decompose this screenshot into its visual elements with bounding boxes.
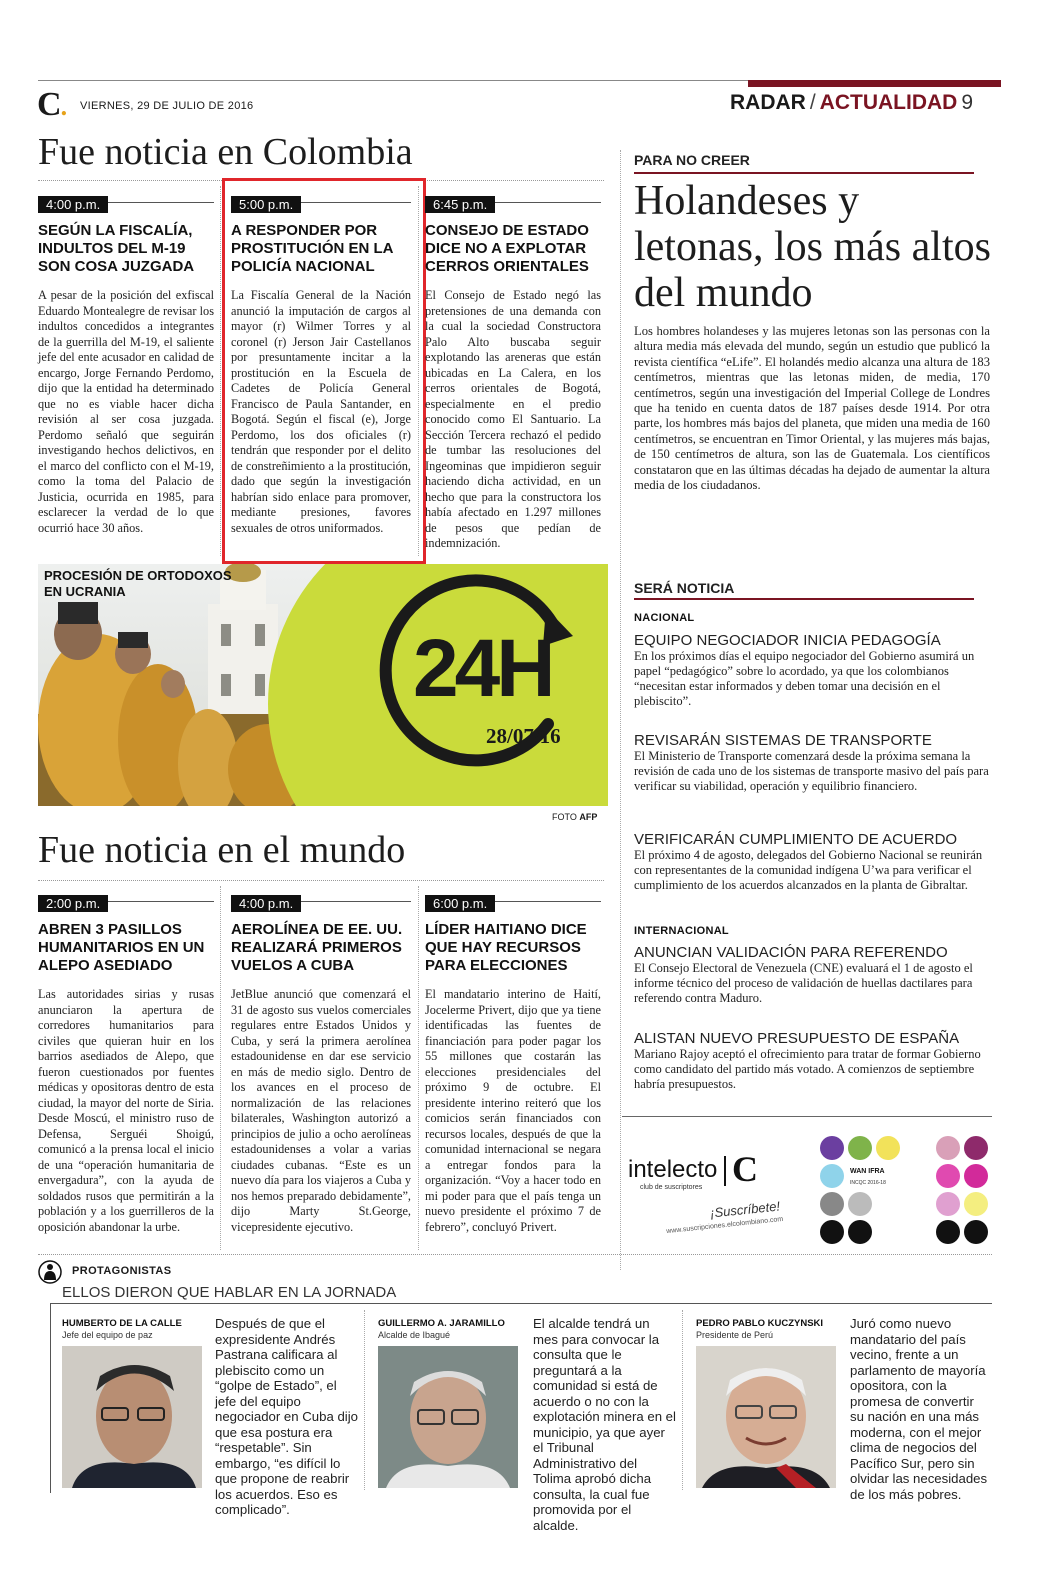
sera-noticia-item	[634, 944, 990, 1006]
column-divider	[418, 186, 419, 556]
news-headline: LÍDER HAITIANO DICE QUE HAY RECURSOS PARA ELECCIONES	[425, 921, 587, 974]
ad-sub: club de suscriptores	[640, 1184, 703, 1191]
ad-cta[interactable]: ¡Suscríbete!	[709, 1198, 781, 1221]
person-role: Jefe del equipo de paz	[62, 1330, 153, 1340]
person-photo-icon	[378, 1346, 518, 1488]
time-tag: 6:00 p.m.	[425, 895, 495, 912]
person-role: Presidente de Perú	[696, 1330, 774, 1340]
column-divider	[418, 886, 419, 1250]
item-body: En los próximos días el equipo negociador del Gobierno asumirá un papel “pedagógico” sobre lo acordado, ya que los colombianos “necesitan estar informados y deben tomar una decisión en el plebiscito”.	[634, 649, 975, 708]
person-photo-icon	[696, 1346, 836, 1488]
color-dots-graphic	[816, 1130, 992, 1254]
news-headline: CONSEJO DE ESTADO DICE NO A EXPLOTAR CERROS ORIENTALES	[425, 222, 589, 275]
item-body: El Ministerio de Transporte comenzará desde la próxima semana la revisión de cada uno de los sistemas de transporte masivo del país para verificar su viabilidad, operación y equilibrio financiero.	[634, 749, 989, 793]
procession-photo	[38, 564, 608, 806]
column-divider	[682, 1310, 683, 1490]
news-headline: ABREN 3 PASILLOS HUMANITARIOS EN UN ALEPO ASEDIADO	[38, 921, 205, 974]
protagonistas-kicker: PROTAGONISTAS	[72, 1265, 172, 1277]
person-photo-icon	[62, 1346, 202, 1488]
sera-noticia-item	[634, 1030, 990, 1092]
ad-url[interactable]: www.suscripciones.elcolombiano.com	[665, 1215, 784, 1236]
divider	[50, 1303, 992, 1304]
photo-caption: PROCESIÓN DE ORTODOXOS EN UCRANIA	[44, 568, 232, 599]
photo-credit: FOTO AFP	[552, 812, 598, 822]
time-tag: 5:00 p.m.	[231, 196, 301, 213]
news-body: El Consejo de Estado negó las pretensiones de una demanda con la cual la sociedad Constructora Palo Alto buscaba seguir explotando las areneras que están ubicadas en La Calera, en los cerros orientales de Bogotá, especialmente en el predio conocido como El Santuario. La Sección Tercera rechazó el pedido de tumbar las resoluciones del Ingeominas que impidieron seguir haciendo dicha actividad, en un hecho que para la constructora los había afectado en 1.297 millones de pesos que pedían de indemnización.	[425, 288, 601, 550]
news-item	[231, 893, 411, 1235]
sera-noticia-item	[634, 732, 990, 794]
news-body: La Fiscalía General de la Nación anunció la imputación de cargos al mayor (r) Wilmer Torres y al coronel (r) Jerson Jair Castellanos por presuntamente incitar a la prostitución en la Escuela de Cadetes de Policía General Francisco de Paula Santander, en Bogotá. Según el fiscal (e), Jorge Perdomo, los dos oficiales (r) tendrán que responder por el delito de constreñimiento a la prostitución, dado que según la investigación habrían sido enlace para promover, mediante presiones, favores sexuales de otros uniformados.	[231, 288, 411, 535]
person-quote: El alcalde tendrá un mes para convocar la consulta que le preguntará a la comunidad si está de acuerdo o no con la explotación minera en el municipio, ya que ayer el Tribunal Administrativo del Tolima aprobó dicha consulta, la cual fue promovida por el alcalde.	[533, 1316, 676, 1533]
colombia-section-title: Fue noticia en Colombia	[38, 131, 413, 173]
header-accent-bar	[748, 80, 1001, 87]
para-no-creer-body: Los hombres holandeses y las mujeres letonas son las personas con la altura media más elevada del mundo, según un estudio que publicó la revista científica “eLife”. El holandés medio alcanza una altura de 183 centímetros, mientras que las letonas miden, de media, 170 centímetros, según una investigación del Imperial College de Londres que ha tenido en cuenta datos de 187 países desde 1914. Por otra parte, los hombres más bajos del planeta, que miden una media de 160 centímetros, se encuentran en Timor Oriental, y las mujeres más bajas, de 150 centímetros de altura, son las de Guatemala. Los científicos constataron que en las últimas décadas ha dejado de aumentar la altura media de los ciudadanos.	[634, 324, 990, 493]
portrait-humberto-de-la-calle	[62, 1346, 202, 1488]
time-tag: 4:00 p.m.	[231, 895, 301, 912]
para-no-creer-title: Holandeses y letonas, los más altos del mundo	[634, 178, 991, 316]
news-item	[425, 893, 601, 1235]
item-headline: ANUNCIAN VALIDACIÓN PARA REFERENDO	[634, 944, 948, 961]
24h-badge-date: 28/07/16	[486, 724, 561, 748]
kicker-bar	[634, 598, 974, 600]
wan-ifra-sub: INCQC 2016-18	[850, 1180, 886, 1186]
sera-noticia-kicker: SERÁ NOTICIA	[634, 580, 735, 596]
24h-badge-text: 24H	[413, 623, 552, 714]
item-body: Mariano Rajoy aceptó el ofrecimiento para tratar de formar Gobierno como candidato del partido más votado. A comienzos de septiembre habría presupuestos.	[634, 1047, 981, 1091]
person-quote: Juró como nuevo mandatario del país vecino, frente a un parlamento de mayoría opositora, con la promesa de convertir su nación en una más moderna, con el mejor clima de negocios del Pacífico Sur, pero sin olvidar las necesidades de los más pobres.	[850, 1316, 988, 1502]
protagonistas-subtitle: ELLOS DIERON QUE HABLAR EN LA JORNADA	[62, 1284, 397, 1301]
column-divider	[220, 186, 221, 556]
news-headline: A RESPONDER POR PROSTITUCIÓN EN LA POLICÍA NACIONAL	[231, 222, 393, 275]
sera-noticia-item	[634, 831, 990, 893]
person-info-icon	[38, 1260, 62, 1284]
highlight-box	[222, 178, 426, 564]
ad-brand: intelecto	[628, 1156, 718, 1183]
divider	[38, 1254, 992, 1255]
sera-noticia-item	[634, 632, 990, 709]
news-item	[38, 893, 214, 1235]
section-header: RADAR / ACTUALIDAD 9	[730, 91, 974, 114]
para-no-creer-kicker: PARA NO CREER	[634, 152, 750, 168]
divider	[38, 880, 604, 881]
item-body: El Consejo Electoral de Venezuela (CNE) evaluará el 1 de agosto el informe técnico del proceso de validación de huellas dactilares para referendo contra Maduro.	[634, 961, 973, 1005]
ad-logo: C	[732, 1149, 758, 1189]
sera-noticia-group-nacional: NACIONAL	[634, 612, 695, 624]
issue-date: VIERNES, 29 DE JULIO DE 2016	[80, 100, 254, 112]
ad-separator	[724, 1156, 726, 1186]
person-quote: Después de que el expresidente Andrés Pastrana calificara al plebiscito como un “golpe de Estado”, el jefe del equipo negociador en Cuba dijo que esa postura era “respetable”. Sin embargo, “es difícil lo que propone de reabrir los acuerdos. Eso es complicado”.	[215, 1316, 358, 1517]
portrait-guillermo-jaramillo	[378, 1346, 518, 1488]
column-divider	[220, 886, 221, 1250]
item-body: El próximo 4 de agosto, delegados del Gobierno Nacional se reunirán con representantes de la comunidad indígena U’wa para verificar el cumplimiento de los acuerdos alcanzados en la planta de Gibraltar.	[634, 848, 983, 892]
person-name: PEDRO PABLO KUCZYNSKI	[696, 1318, 824, 1329]
time-tag: 6:45 p.m.	[425, 196, 495, 213]
person-name: GUILLERMO A. JARAMILLO	[378, 1318, 505, 1329]
time-tag: 4:00 p.m.	[38, 196, 108, 213]
item-headline: REVISARÁN SISTEMAS DE TRANSPORTE	[634, 732, 932, 749]
time-tag: 2:00 p.m.	[38, 895, 108, 912]
person-name: HUMBERTO DE LA CALLE	[62, 1318, 182, 1329]
subscription-ad[interactable]	[626, 1128, 992, 1256]
sera-noticia-group-internacional: INTERNACIONAL	[634, 925, 729, 937]
news-headline: SEGÚN LA FISCALÍA, INDULTOS DEL M-19 SON COSA JUZGADA	[38, 222, 195, 275]
wan-ifra-badge: WAN IFRA	[850, 1168, 885, 1175]
newspaper-logo: C.	[37, 86, 67, 123]
news-body: A pesar de la posición del exfiscal Eduardo Montealegre de revisar los indultos concedidos a integrantes de la guerrilla del M-19, el saliente jefe del ente acusador en calidad de encargo, Jorge Fernando Perdomo, dijo que la entidad ha determinado que no es viable hacer dicha revisión al ser cosa juzgada. Perdomo señaló que seguirán investigando hechos delictivos, en el marco del conflicto con el M-19, como la toma del Palacio de Justicia, ocurrida en 1985, para esclarecer la verdad de lo que ocurrió hace 30 años.	[38, 288, 214, 535]
divider	[50, 1303, 51, 1493]
item-headline: ALISTAN NUEVO PRESUPUESTO DE ESPAÑA	[634, 1030, 960, 1047]
news-body: Las autoridades sirias y rusas anunciaron la apertura de corredores humanitarios para civiles que quieran huir en los barrios asediados de Alepo, que fueron cuestionados por fuentes médicas y opositoras dentro de esta ciudad, la mayor del norte de Siria. Desde Moscú, el ministro ruso de Defensa, Serguéi Shoigú, comunicó a la prensa local el inicio de una “operación humanitaria de envergadura”, con la ayuda de soldados rusos que permitirán a la población y a los guerrilleros de la oposición abandonar la urbe.	[38, 987, 214, 1234]
news-item	[425, 194, 601, 552]
person-role: Alcalde de Ibagué	[378, 1330, 451, 1340]
mundo-section-title: Fue noticia en el mundo	[38, 829, 406, 871]
kicker-bar	[634, 172, 974, 174]
divider	[622, 1116, 992, 1117]
item-headline: VERIFICARÁN CUMPLIMIENTO DE ACUERDO	[634, 831, 958, 848]
column-divider	[620, 150, 621, 1270]
news-body: El mandatario interino de Haití, Jocelerme Privert, dijo que ya tiene identificadas las fuentes de financiación para poder pagar los 55 millones que costarán las elecciones presidenciales del próximo 9 de octubre. El presidente interino reiteró que los comicios serán financiados con recursos locales, después de que la comunidad internacional se negara a entregar fondos para la organización. “Voy a hacer todo en mi poder para que el país tenga un nuevo presidente el próximo 7 de febrero”, concluyó Privert.	[425, 987, 601, 1234]
portrait-pedro-pablo-kuczynski	[696, 1346, 836, 1488]
item-headline: EQUIPO NEGOCIADOR INICIA PEDAGOGÍA	[634, 632, 941, 649]
news-body: JetBlue anunció que comenzará el 31 de agosto sus vuelos comerciales regulares entre Estados Unidos y Cuba, y será la primera aerolínea estadounidense en dar ese servicio en más de medio siglo. Dentro de los avances en el proceso de normalización de las relaciones bilaterales, Washington autorizó a principios de julio a ocho aerolíneas estadounidenses a volar a varias ciudades cubanas. “Este es un nuevo día para los viajeros a Cuba y nos hemos preparado debidamente”, dijo Marty St.George, vicepresidente ejecutivo.	[231, 987, 411, 1234]
column-divider	[364, 1310, 365, 1490]
news-item	[38, 194, 214, 536]
news-headline: AEROLÍNEA DE EE. UU. REALIZARÁ PRIMEROS VUELOS A CUBA	[231, 921, 403, 974]
